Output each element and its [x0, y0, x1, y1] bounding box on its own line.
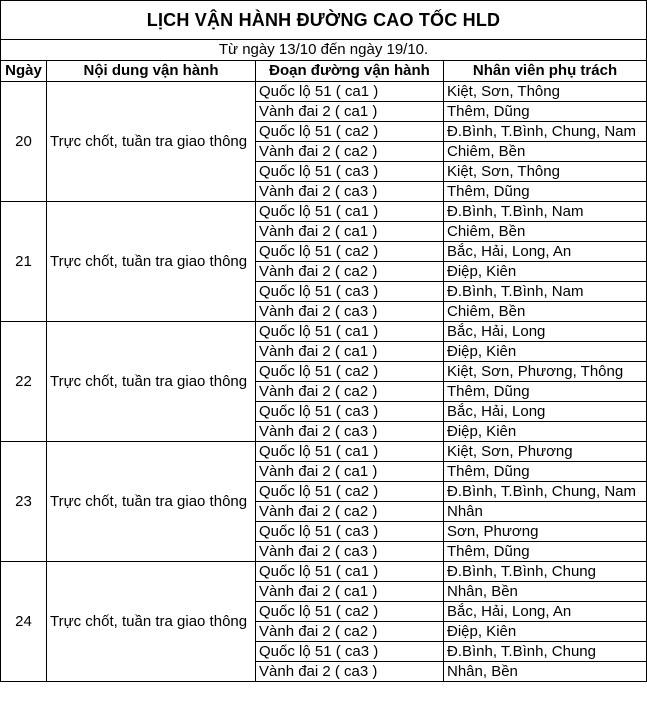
staff-cell: Bắc, Hải, Long, An: [444, 602, 647, 622]
segment-cell: Quốc lộ 51 ( ca1 ): [256, 202, 444, 222]
staff-cell: Đ.Bình, T.Bình, Nam: [444, 202, 647, 222]
table-row: [1, 562, 647, 582]
segment-cell: Quốc lộ 51 ( ca3 ): [256, 282, 444, 302]
staff-cell: Thêm, Dũng: [444, 182, 647, 202]
header-row: [1, 61, 647, 82]
segment-cell: Vành đai 2 ( ca2 ): [256, 622, 444, 642]
segment-cell: Quốc lộ 51 ( ca2 ): [256, 122, 444, 142]
staff-cell: Nhân: [444, 502, 647, 522]
staff-cell: Đ.Bình, T.Bình, Chung: [444, 562, 647, 582]
staff-cell: Kiệt, Sơn, Phương, Thông: [444, 362, 647, 382]
table-row: [1, 82, 647, 102]
staff-cell: Điệp, Kiên: [444, 422, 647, 442]
content-cell: Trực chốt, tuần tra giao thông: [47, 562, 256, 682]
segment-cell: Vành đai 2 ( ca2 ): [256, 262, 444, 282]
day-cell: 21: [1, 202, 47, 322]
segment-cell: Vành đai 2 ( ca1 ): [256, 342, 444, 362]
staff-cell: Thêm, Dũng: [444, 542, 647, 562]
segment-cell: Vành đai 2 ( ca3 ): [256, 422, 444, 442]
day-cell: 23: [1, 442, 47, 562]
segment-cell: Vành đai 2 ( ca1 ): [256, 102, 444, 122]
staff-cell: Chiêm, Bền: [444, 222, 647, 242]
sheet-title: LỊCH VẬN HÀNH ĐƯỜNG CAO TỐC HLD: [1, 1, 647, 40]
staff-cell: Bắc, Hải, Long: [444, 322, 647, 342]
segment-cell: Quốc lộ 51 ( ca2 ): [256, 362, 444, 382]
content-cell: Trực chốt, tuần tra giao thông: [47, 442, 256, 562]
staff-cell: Điệp, Kiên: [444, 342, 647, 362]
day-cell: 24: [1, 562, 47, 682]
staff-cell: Thêm, Dũng: [444, 102, 647, 122]
date-range-subtitle: Từ ngày 13/10 đến ngày 19/10.: [1, 40, 647, 61]
staff-cell: Chiêm, Bền: [444, 302, 647, 322]
segment-cell: Vành đai 2 ( ca1 ): [256, 462, 444, 482]
staff-cell: Đ.Bình, T.Bình, Chung: [444, 642, 647, 662]
staff-cell: Sơn, Phương: [444, 522, 647, 542]
segment-cell: Vành đai 2 ( ca3 ): [256, 302, 444, 322]
segment-cell: Quốc lộ 51 ( ca3 ): [256, 162, 444, 182]
staff-cell: Điệp, Kiên: [444, 262, 647, 282]
staff-cell: Kiệt, Sơn, Thông: [444, 82, 647, 102]
table-row: [1, 202, 647, 222]
segment-cell: Quốc lộ 51 ( ca2 ): [256, 602, 444, 622]
schedule-body: [1, 82, 647, 682]
staff-cell: Thêm, Dũng: [444, 382, 647, 402]
segment-cell: Quốc lộ 51 ( ca2 ): [256, 242, 444, 262]
segment-cell: Quốc lộ 51 ( ca3 ): [256, 522, 444, 542]
day-cell: 22: [1, 322, 47, 442]
staff-cell: Đ.Bình, T.Bình, Nam: [444, 282, 647, 302]
content-cell: Trực chốt, tuần tra giao thông: [47, 202, 256, 322]
staff-cell: Chiêm, Bền: [444, 142, 647, 162]
header-content: Nội dung vận hành: [47, 61, 256, 82]
content-cell: Trực chốt, tuần tra giao thông: [47, 82, 256, 202]
staff-cell: Kiệt, Sơn, Phương: [444, 442, 647, 462]
staff-cell: Điệp, Kiên: [444, 622, 647, 642]
staff-cell: Bắc, Hải, Long, An: [444, 242, 647, 262]
segment-cell: Vành đai 2 ( ca2 ): [256, 142, 444, 162]
header-staff: Nhân viên phụ trách: [444, 61, 647, 82]
segment-cell: Quốc lộ 51 ( ca3 ): [256, 402, 444, 422]
segment-cell: Vành đai 2 ( ca1 ): [256, 222, 444, 242]
segment-cell: Quốc lộ 51 ( ca1 ): [256, 442, 444, 462]
content-cell: Trực chốt, tuần tra giao thông: [47, 322, 256, 442]
header-segment: Đoạn đường vận hành: [256, 61, 444, 82]
segment-cell: Vành đai 2 ( ca2 ): [256, 382, 444, 402]
staff-cell: Đ.Bình, T.Bình, Chung, Nam: [444, 482, 647, 502]
segment-cell: Vành đai 2 ( ca3 ): [256, 542, 444, 562]
staff-cell: Bắc, Hải, Long: [444, 402, 647, 422]
segment-cell: Quốc lộ 51 ( ca1 ): [256, 562, 444, 582]
segment-cell: Quốc lộ 51 ( ca1 ): [256, 322, 444, 342]
segment-cell: Quốc lộ 51 ( ca1 ): [256, 82, 444, 102]
header-day: Ngày: [1, 61, 47, 82]
table-row: [1, 322, 647, 342]
segment-cell: Vành đai 2 ( ca3 ): [256, 182, 444, 202]
staff-cell: Kiệt, Sơn, Thông: [444, 162, 647, 182]
segment-cell: Quốc lộ 51 ( ca2 ): [256, 482, 444, 502]
day-cell: 20: [1, 82, 47, 202]
segment-cell: Vành đai 2 ( ca3 ): [256, 662, 444, 682]
segment-cell: Quốc lộ 51 ( ca3 ): [256, 642, 444, 662]
segment-cell: Vành đai 2 ( ca1 ): [256, 582, 444, 602]
segment-cell: Vành đai 2 ( ca2 ): [256, 502, 444, 522]
staff-cell: Thêm, Dũng: [444, 462, 647, 482]
table-row: [1, 442, 647, 462]
staff-cell: Nhân, Bền: [444, 662, 647, 682]
staff-cell: Nhân, Bền: [444, 582, 647, 602]
staff-cell: Đ.Bình, T.Bình, Chung, Nam: [444, 122, 647, 142]
